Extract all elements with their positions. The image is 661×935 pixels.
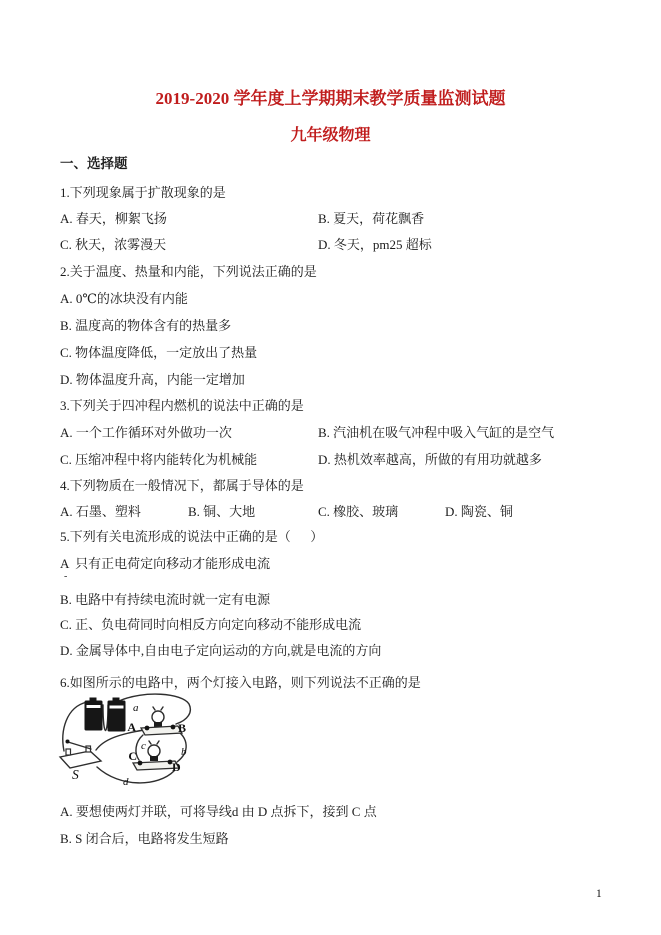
wire-d-label: d — [123, 776, 129, 788]
question-4-option-c: C. 橡胶、玻璃 — [318, 504, 399, 519]
question-3-option-d: D. 热机效率越高，所做的有用功就越多 — [318, 452, 542, 467]
page-number: 1 — [596, 888, 602, 900]
question-4-option-d: D. 陶瓷、铜 — [445, 504, 513, 519]
question-4-stem: 4.下列物质在一般情况下，都属于导体的是 — [60, 478, 304, 493]
question-6-option-b: B. S 闭合后，电路将发生短路 — [60, 831, 229, 846]
question-6-option-a: A. 要想使两灯并联，可将导线d 由 D 点拆下，接到 C 点 — [60, 804, 377, 819]
battery-cells — [85, 698, 125, 731]
switch — [60, 740, 101, 769]
question-3-option-b: B. 汽油机在吸气冲程中吸入气缸的是空气 — [318, 425, 555, 440]
exam-title: 2019-2020 学年度上学期期末教学质量监测试题 — [155, 89, 506, 108]
question-1-option-d: D. 冬天，pm25 超标 — [318, 237, 432, 252]
question-3-option-a: A. 一个工作循环对外做功一次 — [60, 425, 232, 440]
question-5-option-d: D. 金属导体中,自由电子定向运动的方向,就是电流的方向 — [60, 643, 382, 658]
question-3-stem: 3.下列关于四冲程内燃机的说法中正确的是 — [60, 398, 304, 413]
question-2-option-a: A. 0℃的冰块没有内能 — [60, 291, 188, 306]
question-2-option-d: D. 物体温度升高，内能一定增加 — [60, 372, 245, 387]
question-4-option-b: B. 铜、大地 — [188, 504, 256, 519]
question-1-option-c: C. 秋天，浓雾漫天 — [60, 237, 167, 252]
question-1-stem: 1.下列现象属于扩散现象的是 — [60, 185, 226, 200]
question-5-option-a: A 只有正电荷定向移动才能形成电流 — [60, 556, 271, 571]
post-A-label: A — [127, 720, 136, 734]
question-5-option-a-period-artifact: - — [64, 571, 68, 582]
question-2-stem: 2.关于温度、热量和内能，下列说法正确的是 — [60, 264, 317, 279]
question-1-option-a: A. 春天，柳絮飞扬 — [60, 211, 167, 226]
wire-c-label: c — [141, 740, 146, 752]
question-2-option-c: C. 物体温度降低，一定放出了热量 — [60, 345, 258, 360]
section-heading: 一、选择题 — [60, 156, 128, 171]
circuit-figure — [58, 693, 268, 805]
question-6-stem: 6.如图所示的电路中，两个灯接入电路，则下列说法不正确的是 — [60, 675, 421, 690]
exam-subtitle: 九年级物理 — [290, 127, 371, 144]
post-D-label: D — [172, 760, 181, 774]
lamp-1 — [141, 707, 182, 735]
question-4-option-a: A. 石墨、塑料 — [60, 504, 141, 519]
wire-a-label: a — [133, 702, 139, 714]
question-5-option-b: B. 电路中有持续电流时就一定有电源 — [60, 592, 271, 607]
question-5-stem: 5.下列有关电流形成的说法中正确的是（ ） — [60, 529, 324, 544]
battery-link-wire — [103, 705, 108, 731]
question-1-option-b: B. 夏天，荷花飘香 — [318, 211, 425, 226]
switch-label: S — [72, 767, 79, 782]
post-C-label: C — [128, 749, 137, 763]
post-B-label: B — [178, 721, 187, 735]
wire-b-label: b — [181, 746, 187, 758]
question-3-option-c: C. 压缩冲程中将内能转化为机械能 — [60, 452, 258, 467]
question-5-option-c: C. 正、负电荷同时向相反方向定向移动不能形成电流 — [60, 617, 362, 632]
question-2-option-b: B. 温度高的物体含有的热量多 — [60, 318, 232, 333]
